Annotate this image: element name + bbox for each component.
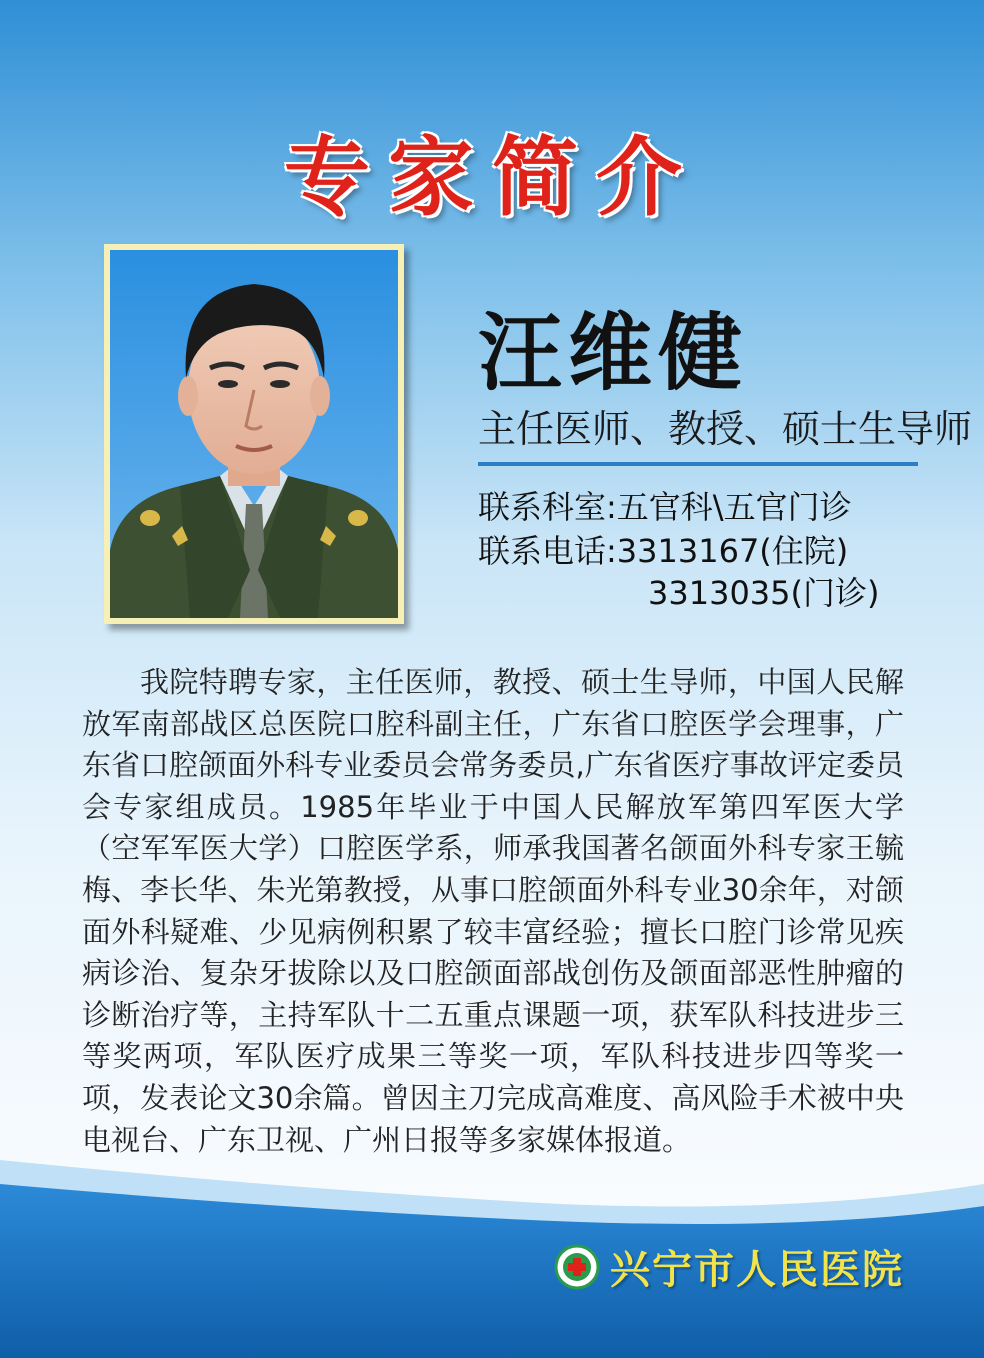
- contact-department: 联系科室:五官科\五官门诊: [478, 488, 852, 526]
- portrait-photo: [110, 250, 398, 618]
- hospital-logo-icon: [554, 1244, 600, 1290]
- page-title: 专家简介: [284, 128, 700, 228]
- doctor-name: 汪维健: [478, 304, 749, 402]
- doctor-titles: 主任医师、教授、硕士生导师: [478, 407, 973, 451]
- hospital-name: 兴宁市人民医院: [610, 1247, 904, 1293]
- contact-phone-outpatient: 3313035(门诊): [648, 574, 880, 612]
- contact-phone-inpatient: 联系电话:3313167(住院): [478, 532, 849, 570]
- portrait-frame: [104, 244, 404, 624]
- divider-line: [478, 462, 918, 466]
- biography-text: 我院特聘专家，主任医师，教授、硕士生导师，中国人民解放军南部战区总医院口腔科副主任，广东省口腔医学会理事，广东省口腔颌面外科专业委员会常务委员,广东省医疗事故评定委员会专家组成员。1985年毕业于中国人民解放军第四军医大学（空军军医大学）口腔医学系，师承我国著名颌面外科专家王毓梅、李长华、朱光第教授，从事口腔颌面外科专业30余年，对颌面外科疑难、少见病例积累了较丰富经验；擅长口腔门诊常见疾病诊治、复杂牙拔除以及口腔颌面部战创伤及颌面部恶性肿瘤的诊断治疗等，主持军队十二五重点课题一项，获军队科技进步三等奖两项，军队医疗成果三等奖一项，军队科技进步四等奖一项，发表论文30余篇。曾因主刀完成高难度、高风险手术被中央电视台、广东卫视、广州日报等多家媒体报道。: [82, 665, 904, 1157]
- hospital-brand: [554, 1238, 904, 1295]
